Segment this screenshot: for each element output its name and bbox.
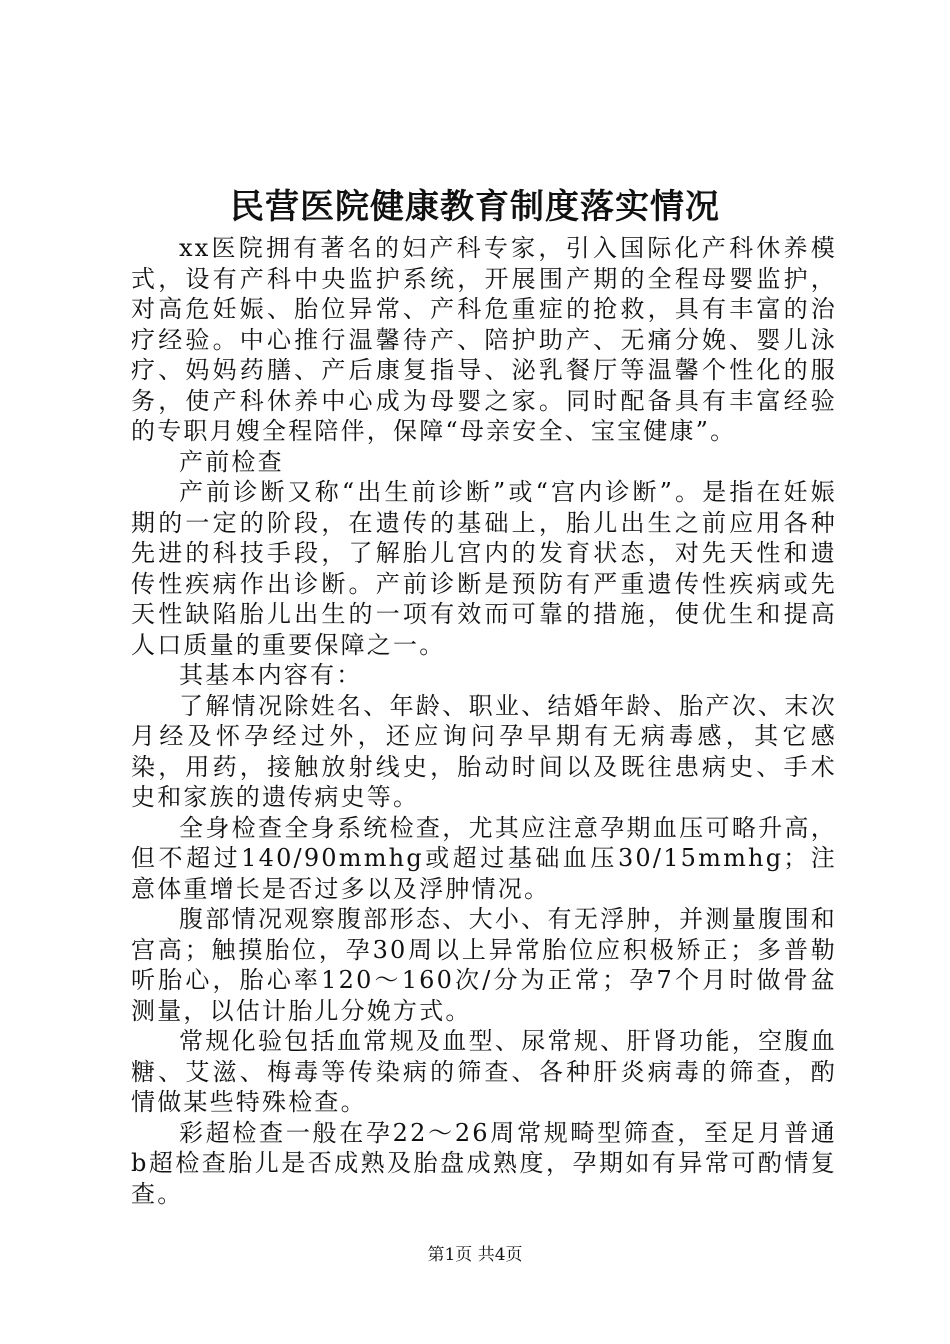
paragraph-basic-contents: 其基本内容有： [179, 661, 363, 689]
paragraph-prenatal-diagnosis: 产前诊断又称“出生前诊断”或“宫内诊断”。是指在妊娠期的一定的阶段，在遗传的基础上，胎儿出生之前应用各种先进的科技手段，了解胎儿宫内的发育状态，对先天性和遗传性疾病作出诊断。产前诊断是预防有严重遗传性疾病或先天性缺陷胎儿出生的一项有效而可靠的措施，使优生和提高人口质量的重要保障之一。 [131, 478, 837, 659]
document-body [131, 233, 837, 1209]
paragraph-intro: xx医院拥有著名的妇产科专家，引入国际化产科休养模式，设有产科中央监护系统，开展围产期的全程母婴监护，对高危妊娠、胎位异常、产科危重症的抢救，具有丰富的治疗经验。中心推行温馨待产、陪护助产、无痛分娩、婴儿泳疗、妈妈药膳、产后康复指导、泌乳餐厅等温馨个性化的服务，使产科休养中心成为母婴之家。同时配备具有丰富经验的专职月嫂全程陪伴，保障“母亲安全、宝宝健康”。 [131, 234, 837, 445]
paragraph-abdominal-exam: 腹部情况观察腹部形态、大小、有无浮肿，并测量腹围和宫高；触摸胎位，孕30周以上异常胎位应积极矫正；多普勒听胎心，胎心率120～160次/分为正常；孕7个月时做骨盆测量，以估计胎儿分娩方式。 [131, 905, 837, 1025]
paragraph-general-exam: 全身检查全身系统检查，尤其应注意孕期血压可略升高，但不超过140/90mmhg或超过基础血压30/15mmhg；注意体重增长是否过多以及浮肿情况。 [131, 813, 837, 903]
document-title: 民营医院健康教育制度落实情况 [230, 187, 720, 227]
page-number-footer: 第1页 共4页 [427, 1245, 523, 1265]
paragraph-heading-prenatal-check: 产前检查 [179, 447, 284, 476]
paragraph-ultrasound: 彩超检查一般在孕22～26周常规畸型筛查，至足月普通b超检查胎儿是否成熟及胎盘成熟度，孕期如有异常可酌情复查。 [131, 1118, 837, 1208]
paragraph-routine-tests: 常规化验包括血常规及血型、尿常规、肝肾功能，空腹血糖、艾滋、梅毒等传染病的筛查、各种肝炎病毒的筛查，酌情做某些特殊检查。 [131, 1027, 837, 1116]
paragraph-history: 了解情况除姓名、年龄、职业、结婚年龄、胎产次、末次月经及怀孕经过外，还应询问孕早期有无病毒感，其它感染，用药，接触放射线史，胎动时间以及既往患病史、手术史和家族的遗传病史等。 [131, 691, 837, 811]
